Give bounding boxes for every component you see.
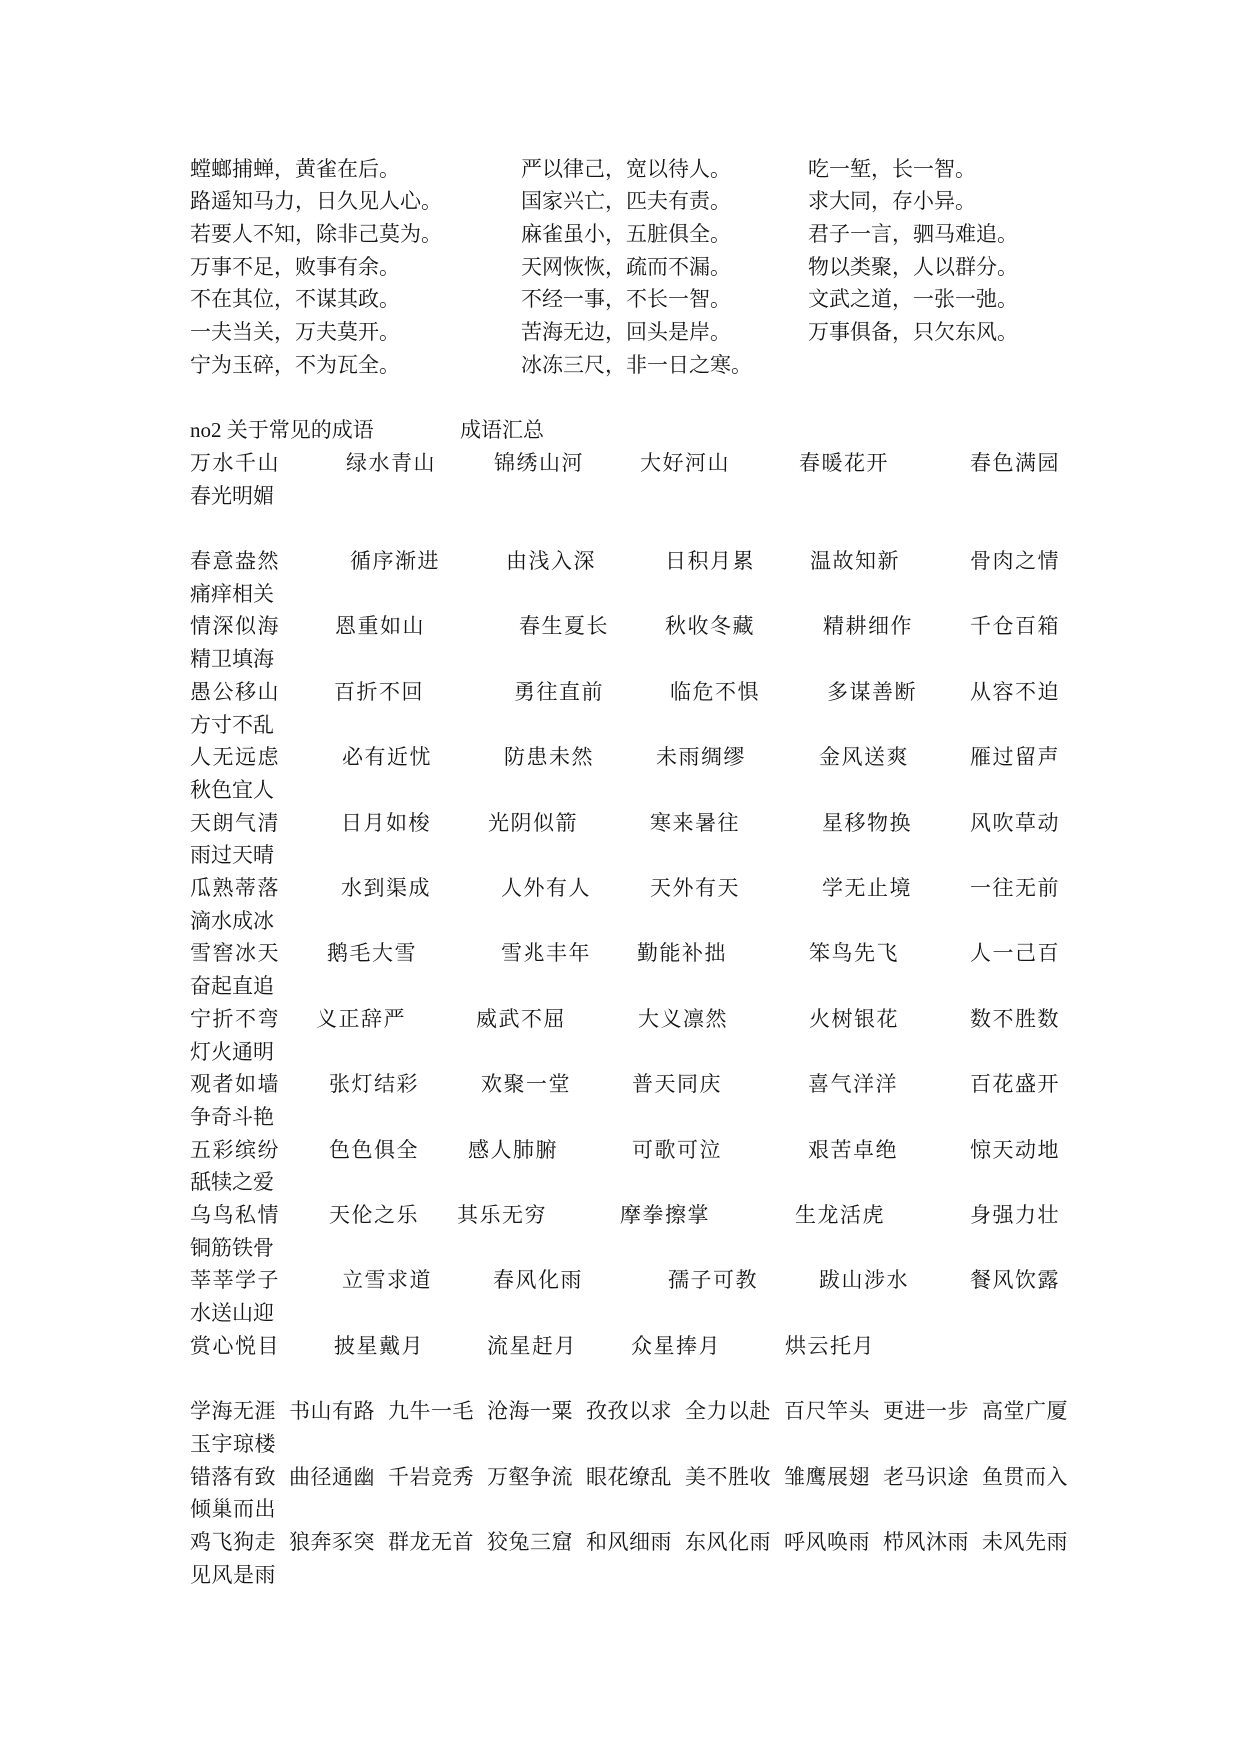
idiom: 狼奔豕突 bbox=[289, 1530, 375, 1554]
proverb-row bbox=[0, 283, 1241, 316]
idiom-line bbox=[0, 1395, 1241, 1428]
idiom: 数不胜数 bbox=[970, 1006, 1060, 1031]
idiom: 万壑争流 bbox=[487, 1464, 573, 1489]
idiom: 雪窖冰天 bbox=[190, 941, 280, 966]
idiom: 呼风唤雨 bbox=[784, 1530, 870, 1554]
proverb: 国家兴亡，匹夫有责。 bbox=[521, 189, 731, 214]
proverb: 冰冻三尺，非一日之寒。 bbox=[521, 352, 752, 377]
proverb: 严以律己，宽以待人。 bbox=[521, 156, 731, 181]
idiom: 眼花缭乱 bbox=[586, 1464, 672, 1489]
idiom: 方寸不乱 bbox=[190, 712, 274, 737]
idiom: 鹅毛大雪 bbox=[327, 941, 417, 966]
idiom: 骨肉之情 bbox=[970, 549, 1060, 573]
idiom: 春光明媚 bbox=[190, 483, 274, 508]
idiom: 一往无前 bbox=[970, 876, 1060, 900]
idiom: 痛痒相关 bbox=[190, 581, 274, 606]
idiom: 东风化雨 bbox=[685, 1530, 771, 1554]
idiom: 赏心悦目 bbox=[190, 1333, 280, 1358]
idiom-row-wrap bbox=[0, 709, 1241, 742]
idiom: 曲径通幽 bbox=[289, 1464, 375, 1489]
idiom: 喜气洋洋 bbox=[808, 1072, 898, 1097]
idiom: 观者如墙 bbox=[190, 1072, 280, 1097]
section-subtitle: 成语汇总 bbox=[460, 418, 544, 443]
idiom: 见风是雨 bbox=[190, 1562, 276, 1587]
idiom: 人一己百 bbox=[970, 941, 1060, 966]
idiom: 雨过天晴 bbox=[190, 843, 274, 868]
idiom: 乌鸟私情 bbox=[190, 1203, 280, 1227]
idiom: 滴水成冰 bbox=[190, 908, 274, 933]
proverb: 一夫当关，万夫莫开。 bbox=[190, 320, 400, 345]
proverb: 苦海无边，回头是岸。 bbox=[521, 320, 731, 345]
idiom: 生龙活虎 bbox=[795, 1203, 885, 1227]
idiom: 五彩缤纷 bbox=[190, 1137, 280, 1162]
idiom: 春色满园 bbox=[970, 450, 1060, 475]
idiom: 全力以赴 bbox=[685, 1399, 771, 1424]
idiom: 普天同庆 bbox=[632, 1072, 722, 1097]
idiom: 风吹草动 bbox=[970, 810, 1060, 835]
idiom: 光阴似箭 bbox=[488, 810, 578, 835]
idiom: 艰苦卓绝 bbox=[808, 1137, 898, 1162]
idiom-row-wrap bbox=[0, 839, 1241, 872]
idiom-row bbox=[0, 937, 1241, 970]
idiom: 水到渠成 bbox=[341, 876, 431, 900]
idiom: 披星戴月 bbox=[334, 1333, 424, 1358]
idiom: 灯火通明 bbox=[190, 1039, 274, 1064]
idiom-row bbox=[0, 1134, 1241, 1167]
idiom: 秋色宜人 bbox=[190, 777, 274, 802]
idiom: 循序渐进 bbox=[350, 549, 440, 573]
idiom: 精耕细作 bbox=[823, 614, 913, 639]
idiom: 鱼贯而入 bbox=[982, 1464, 1068, 1489]
idiom: 必有近忧 bbox=[342, 745, 432, 770]
idiom: 绿水青山 bbox=[346, 450, 436, 475]
idiom: 锦绣山河 bbox=[494, 450, 584, 475]
idiom: 防患未然 bbox=[504, 745, 594, 770]
idiom: 春风化雨 bbox=[493, 1268, 583, 1293]
idiom-row bbox=[0, 610, 1241, 643]
idiom: 临危不惧 bbox=[670, 679, 760, 704]
idiom: 烘云托月 bbox=[785, 1333, 875, 1358]
idiom: 学海无涯 bbox=[190, 1399, 276, 1424]
idiom: 色色俱全 bbox=[329, 1137, 419, 1162]
idiom: 千仓百箱 bbox=[970, 614, 1060, 639]
idiom: 春暖花开 bbox=[799, 450, 889, 475]
idiom: 春意盎然 bbox=[190, 549, 280, 573]
idiom: 人无远虑 bbox=[190, 745, 280, 770]
proverb: 路遥知马力，日久见人心。 bbox=[190, 189, 442, 214]
idiom: 天朗气清 bbox=[190, 810, 280, 835]
idiom: 雏鹰展翅 bbox=[784, 1464, 870, 1489]
proverb: 螳螂捕蝉，黄雀在后。 bbox=[190, 156, 400, 181]
idiom: 流星赶月 bbox=[487, 1333, 577, 1358]
idiom: 孺子可教 bbox=[668, 1268, 758, 1293]
idiom: 从容不迫 bbox=[970, 679, 1060, 704]
idiom: 勤能补拙 bbox=[637, 941, 727, 966]
idiom: 跋山涉水 bbox=[819, 1268, 909, 1293]
proverb: 若要人不知，除非己莫为。 bbox=[190, 222, 442, 246]
idiom: 百折不回 bbox=[334, 679, 424, 704]
idiom-row-wrap bbox=[0, 970, 1241, 1003]
idiom: 奋起直追 bbox=[190, 974, 274, 999]
idiom-row-wrap bbox=[0, 905, 1241, 938]
idiom: 千岩竞秀 bbox=[388, 1464, 474, 1489]
idiom: 鸡飞狗走 bbox=[190, 1530, 276, 1554]
idiom: 沧海一粟 bbox=[487, 1399, 573, 1424]
idiom-row-wrap bbox=[0, 1036, 1241, 1069]
idiom: 学无止境 bbox=[822, 876, 912, 900]
idiom-row-wrap bbox=[0, 480, 1241, 513]
idiom: 寒来暑往 bbox=[650, 810, 740, 835]
idiom: 众星捧月 bbox=[631, 1333, 721, 1358]
idiom: 笨鸟先飞 bbox=[809, 941, 899, 966]
idiom: 多谋善断 bbox=[827, 679, 917, 704]
idiom: 栉风沐雨 bbox=[883, 1530, 969, 1554]
idiom-row bbox=[0, 1068, 1241, 1101]
idiom: 欢聚一堂 bbox=[481, 1072, 571, 1097]
idiom: 感人肺腑 bbox=[468, 1137, 558, 1162]
idiom: 倾巢而出 bbox=[190, 1497, 276, 1522]
idiom: 美不胜收 bbox=[685, 1464, 771, 1489]
idiom-line-wrap bbox=[0, 1493, 1241, 1526]
idiom-row bbox=[0, 676, 1241, 709]
proverb-row bbox=[0, 218, 1241, 251]
idiom: 星移物换 bbox=[822, 810, 912, 835]
idiom: 其乐无穷 bbox=[457, 1203, 547, 1227]
idiom: 由浅入深 bbox=[506, 549, 596, 573]
idiom: 身强力壮 bbox=[970, 1203, 1060, 1227]
proverb: 文武之道，一张一弛。 bbox=[808, 287, 1018, 312]
idiom: 孜孜以求 bbox=[586, 1399, 672, 1424]
idiom: 未风先雨 bbox=[982, 1530, 1068, 1554]
idiom-row bbox=[0, 545, 1241, 578]
idiom: 瓜熟蒂落 bbox=[190, 876, 280, 900]
idiom: 天伦之乐 bbox=[329, 1203, 419, 1227]
idiom: 可歌可泣 bbox=[632, 1137, 722, 1162]
idiom-row-wrap bbox=[0, 1232, 1241, 1265]
idiom: 大好河山 bbox=[640, 450, 730, 475]
idiom: 争奇斗艳 bbox=[190, 1104, 274, 1129]
idiom: 义正辞严 bbox=[316, 1006, 406, 1031]
idiom: 天外有天 bbox=[650, 876, 740, 900]
idiom: 错落有致 bbox=[190, 1464, 276, 1489]
idiom-row-wrap bbox=[0, 774, 1241, 807]
proverb: 吃一堑，长一智。 bbox=[808, 156, 976, 181]
idiom: 雪兆丰年 bbox=[501, 941, 591, 966]
idiom: 惊天动地 bbox=[970, 1137, 1060, 1162]
proverb: 物以类聚，人以群分。 bbox=[808, 254, 1018, 279]
idiom: 万水千山 bbox=[190, 450, 280, 475]
idiom: 宁折不弯 bbox=[190, 1006, 280, 1031]
idiom: 莘莘学子 bbox=[190, 1268, 280, 1293]
idiom: 火树银花 bbox=[809, 1006, 899, 1031]
proverb-row bbox=[0, 185, 1241, 218]
proverb: 不经一事，不长一智。 bbox=[521, 287, 731, 312]
idiom-row bbox=[0, 1003, 1241, 1036]
idiom: 金风送爽 bbox=[819, 745, 909, 770]
idiom-line bbox=[0, 1461, 1241, 1494]
idiom: 恩重如山 bbox=[335, 614, 425, 639]
idiom: 愚公移山 bbox=[190, 679, 280, 704]
idiom: 百尺竿头 bbox=[784, 1399, 870, 1424]
idiom-row-wrap bbox=[0, 643, 1241, 676]
idiom: 餐风饮露 bbox=[970, 1268, 1060, 1293]
idiom-row bbox=[0, 872, 1241, 905]
idiom: 勇往直前 bbox=[514, 679, 604, 704]
idiom: 威武不屈 bbox=[476, 1006, 566, 1031]
idiom: 铜筋铁骨 bbox=[190, 1235, 274, 1260]
idiom: 春生夏长 bbox=[519, 614, 609, 639]
idiom: 老马识途 bbox=[883, 1464, 969, 1489]
idiom-row bbox=[0, 447, 1241, 480]
idiom-line bbox=[0, 1526, 1241, 1559]
idiom: 日积月累 bbox=[665, 549, 755, 573]
idiom: 人外有人 bbox=[501, 876, 591, 900]
idiom: 雁过留声 bbox=[970, 745, 1060, 770]
idiom: 温故知新 bbox=[810, 549, 900, 573]
idiom-row-wrap bbox=[0, 1101, 1241, 1134]
idiom: 情深似海 bbox=[190, 614, 280, 639]
idiom-row-wrap bbox=[0, 578, 1241, 611]
idiom: 摩拳擦掌 bbox=[620, 1203, 710, 1227]
idiom: 更进一步 bbox=[883, 1399, 969, 1424]
proverb-row bbox=[0, 153, 1241, 186]
proverb-row bbox=[0, 349, 1241, 382]
idiom: 张灯结彩 bbox=[329, 1072, 419, 1097]
idiom-row-wrap bbox=[0, 1166, 1241, 1199]
proverb: 万事不足，败事有余。 bbox=[190, 254, 400, 279]
idiom: 九牛一毛 bbox=[388, 1399, 474, 1424]
idiom: 百花盛开 bbox=[970, 1072, 1060, 1097]
idiom: 精卫填海 bbox=[190, 647, 274, 672]
idiom: 未雨绸缪 bbox=[656, 745, 746, 770]
idiom-row bbox=[0, 807, 1241, 840]
idiom: 日月如梭 bbox=[341, 810, 431, 835]
idiom-row bbox=[0, 1264, 1241, 1297]
idiom: 群龙无首 bbox=[388, 1530, 474, 1554]
idiom: 书山有路 bbox=[289, 1399, 375, 1424]
idiom-line-wrap bbox=[0, 1559, 1241, 1592]
section-heading bbox=[0, 414, 1241, 447]
idiom-row bbox=[0, 1330, 1241, 1363]
idiom: 立雪求道 bbox=[342, 1268, 432, 1293]
idiom: 水送山迎 bbox=[190, 1301, 274, 1326]
idiom: 高堂广厦 bbox=[982, 1399, 1068, 1424]
proverb: 君子一言，驷马难追。 bbox=[808, 222, 1018, 246]
proverb: 不在其位，不谋其政。 bbox=[190, 287, 400, 312]
section-title: no2 关于常见的成语 bbox=[190, 418, 374, 443]
proverb: 求大同，存小异。 bbox=[808, 189, 976, 214]
idiom-line-wrap bbox=[0, 1428, 1241, 1461]
idiom-row bbox=[0, 1199, 1241, 1232]
idiom-row bbox=[0, 741, 1241, 774]
idiom: 狡兔三窟 bbox=[487, 1530, 573, 1554]
idiom: 舐犊之爱 bbox=[190, 1170, 274, 1195]
idiom: 玉宇琼楼 bbox=[190, 1431, 276, 1456]
proverb: 宁为玉碎，不为瓦全。 bbox=[190, 352, 400, 377]
proverb: 天网恢恢，疏而不漏。 bbox=[521, 254, 731, 279]
proverb: 麻雀虽小，五脏俱全。 bbox=[521, 222, 731, 246]
idiom: 和风细雨 bbox=[586, 1530, 672, 1554]
idiom: 秋收冬藏 bbox=[665, 614, 755, 639]
proverb-row bbox=[0, 251, 1241, 284]
idiom: 大义凛然 bbox=[638, 1006, 728, 1031]
proverb-row bbox=[0, 316, 1241, 349]
idiom-row-wrap bbox=[0, 1297, 1241, 1330]
proverb: 万事俱备，只欠东风。 bbox=[808, 320, 1018, 345]
